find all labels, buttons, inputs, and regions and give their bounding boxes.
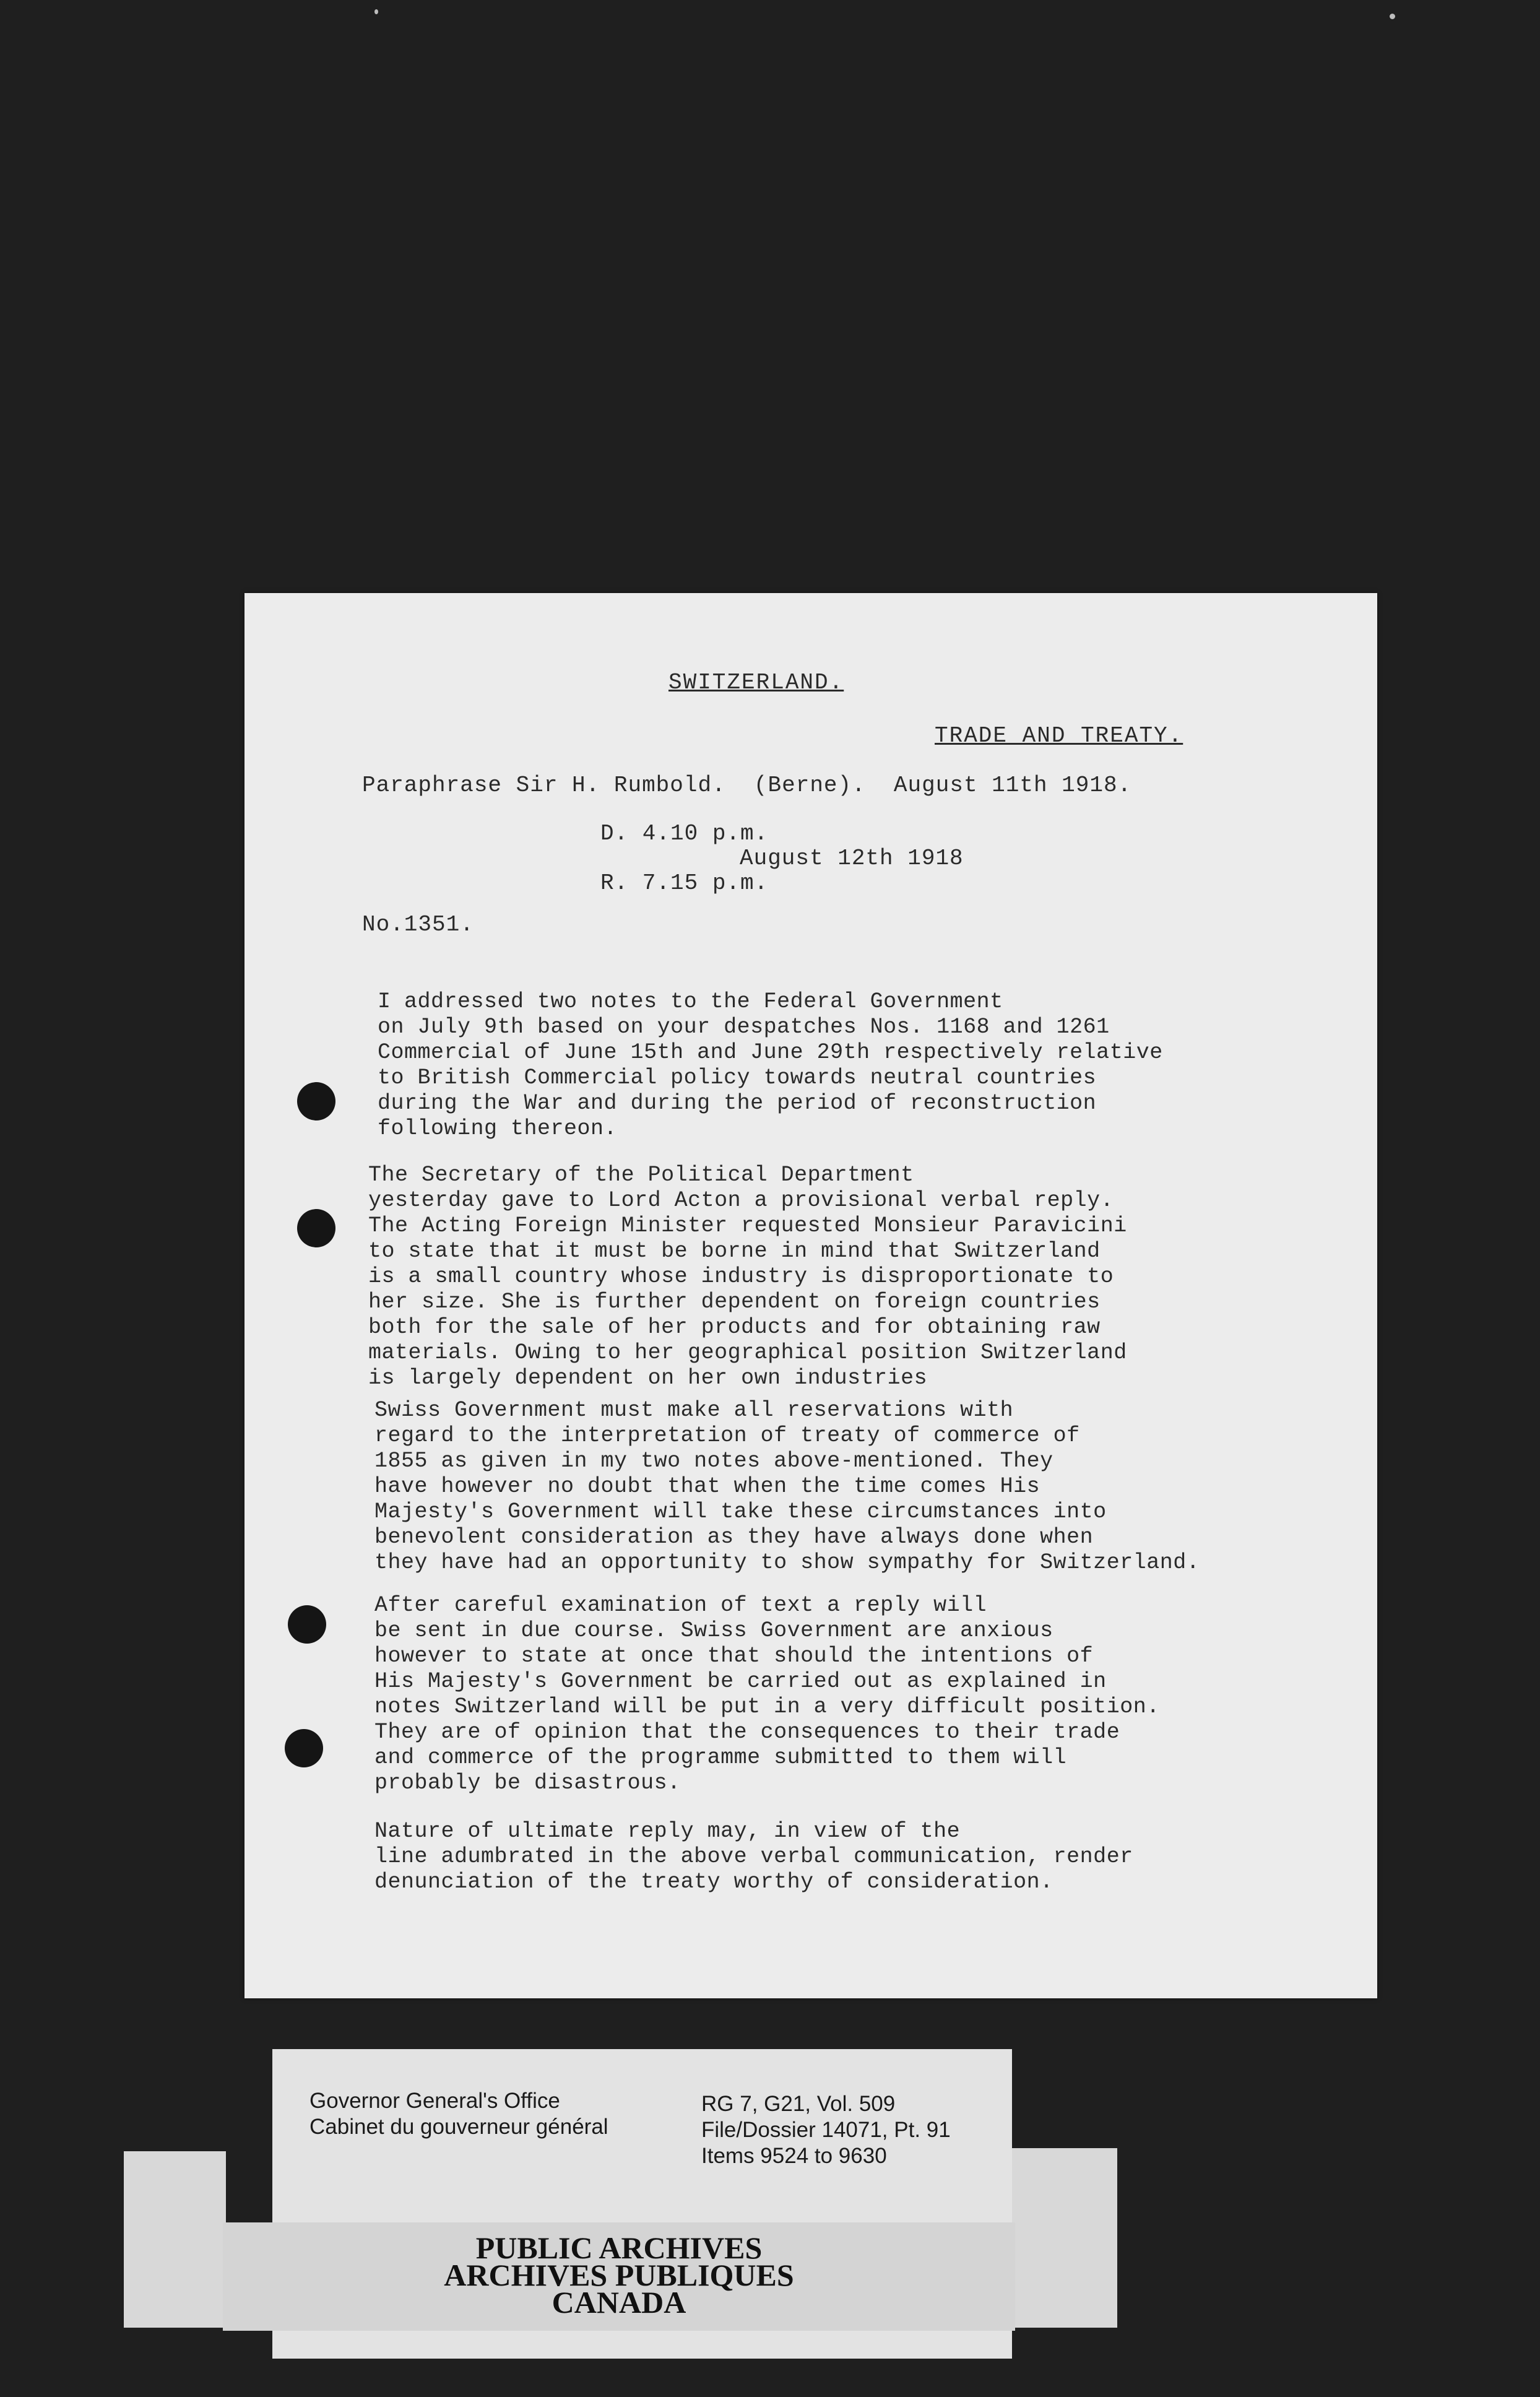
dispatched-time: D. 4.10 p.m. xyxy=(600,821,769,846)
items-range: Items 9524 to 9630 xyxy=(701,2144,887,2168)
film-speck xyxy=(1390,14,1395,19)
date-line: August 12th 1918 xyxy=(740,846,964,871)
stamp-canada: CANADA xyxy=(552,2285,686,2320)
body-paragraph: I addressed two notes to the Federal Government on July 9th based on your despatches Nos. 1168 and 1261 Commercial of June 15th and June 29th respectively relative to British Commercial policy towards neutral countries during the War and during the period of reconstruction following thereon. xyxy=(378,989,1163,1141)
received-time: R. 7.15 p.m. xyxy=(600,870,769,896)
subject-heading: TRADE AND TREATY. xyxy=(935,723,1183,748)
label-flap-left xyxy=(124,2151,226,2328)
telegram-number: No.1351. xyxy=(362,912,474,937)
body-paragraph: Nature of ultimate reply may, in view of the line adumbrated in the above verbal communication, render denunciation of the treaty worthy of consideration. xyxy=(374,1819,1133,1894)
paraphrase-line: Paraphrase Sir H. Rumbold. (Berne). August 11th 1918. xyxy=(362,773,1132,798)
country-heading: SWITZERLAND. xyxy=(668,670,844,695)
stamp-public-archives: PUBLIC ARCHIVES xyxy=(475,2230,763,2265)
document-page xyxy=(244,593,1377,1998)
punch-hole xyxy=(288,1605,326,1644)
body-paragraph: Swiss Government must make all reservations with regard to the interpretation of treaty of commerce of 1855 as given in my two notes above-mentioned. They have however no doubt that when the time comes His Majesty's Government will take these circumstances into benevolent consideration as they have always done when they have had an opportunity to show sympathy for Switzerland. xyxy=(374,1398,1200,1575)
file-reference: File/Dossier 14071, Pt. 91 xyxy=(701,2118,951,2142)
record-group: RG 7, G21, Vol. 509 xyxy=(701,2092,896,2116)
punch-hole xyxy=(297,1209,335,1247)
stamp-archives-publiques: ARCHIVES PUBLIQUES xyxy=(444,2258,794,2292)
label-flap-right xyxy=(1006,2148,1117,2328)
office-name-en: Governor General's Office xyxy=(309,2089,560,2113)
film-speck xyxy=(374,9,378,14)
office-name-fr: Cabinet du gouverneur général xyxy=(309,2115,608,2139)
body-paragraph: The Secretary of the Political Department yesterday gave to Lord Acton a provisional verbal reply. The Acting Foreign Minister requested Monsieur Paravicini to state that it must be borne in mind that Switzerland is a small country whose industry is disproportionate to her size. She is further dependent on foreign countries both for the sale of her products and for obtaining raw materials. Owing to her geographical position Switzerland is largely dependent on her own industries xyxy=(368,1163,1127,1390)
body-paragraph: After careful examination of text a reply will be sent in due course. Swiss Government are anxious however to state at once that should the intentions of His Majesty's Government be carried out as explained in notes Switzerland will be put in a very difficult position. They are of opinion that the consequences to their trade and commerce of the programme submitted to them will probably be disastrous. xyxy=(374,1593,1160,1795)
punch-hole xyxy=(297,1082,335,1120)
punch-hole xyxy=(285,1729,323,1767)
